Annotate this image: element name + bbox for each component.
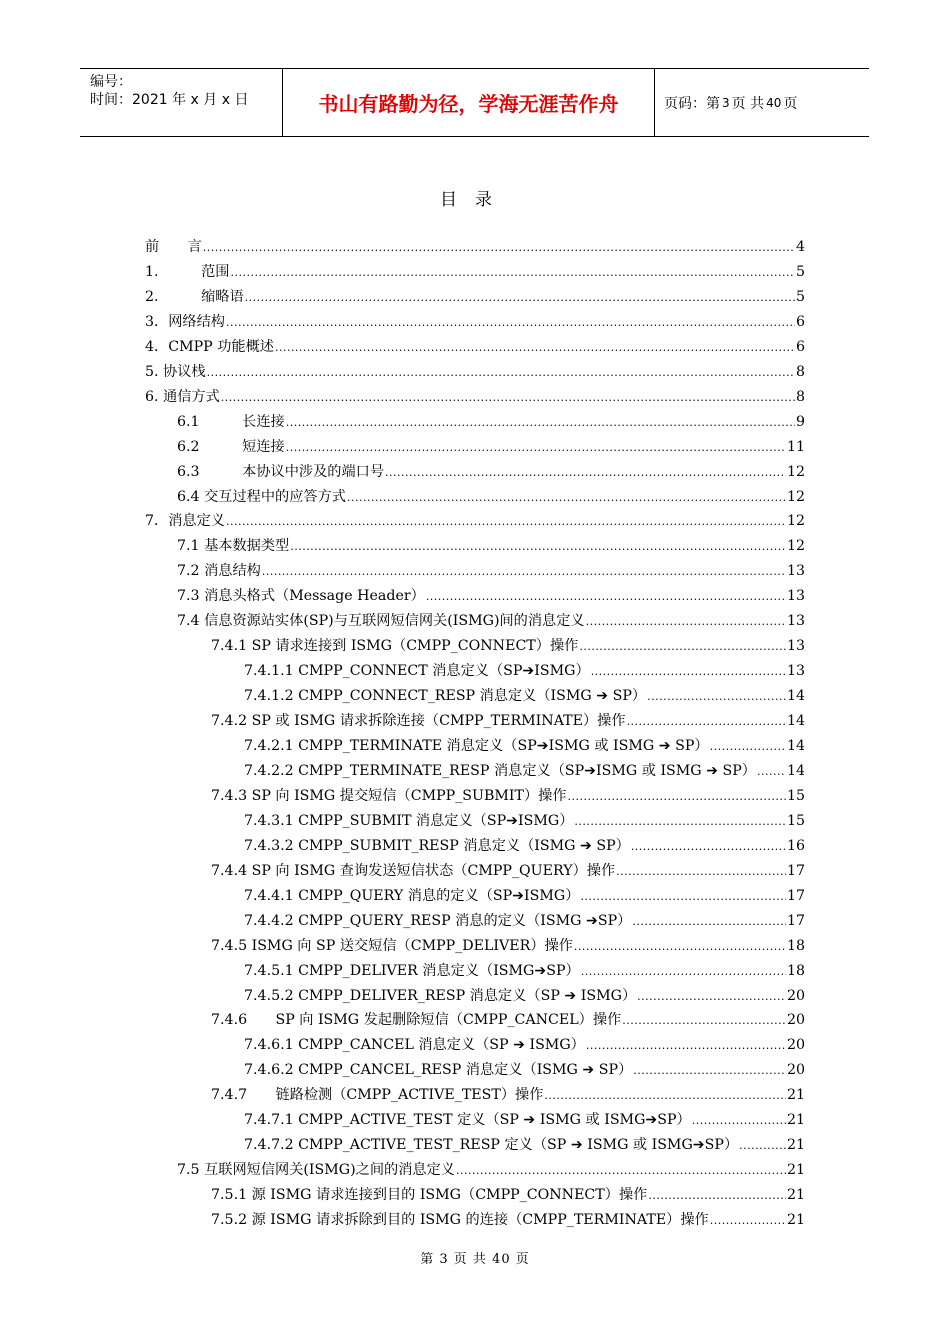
toc-entry-title: 7.5.2 源 ISMG 请求拆除到目的 ISMG 的连接（CMPP_TERMINATE）操作 [211, 1212, 709, 1229]
page-mid: 页 共 [731, 95, 765, 112]
toc-entry-page: 4 [795, 239, 805, 255]
toc-leader-dots [286, 439, 786, 457]
toc-entry[interactable] [177, 483, 805, 507]
toc-entry-page: 8 [795, 388, 805, 405]
toc-entry[interactable] [177, 458, 805, 482]
page-header [80, 68, 869, 137]
toc-leader-dots [286, 414, 795, 432]
toc-entry-title: 7.4.1 SP 请求连接到 ISMG（CMPP_CONNECT）操作 [211, 638, 579, 655]
toc-entry[interactable] [244, 757, 805, 781]
toc-entry-title: 7.4.2.1 CMPP_TERMINATE 消息定义（SP➔ISMG 或 ISMG ➔ SP） [244, 738, 709, 754]
toc-entry[interactable] [244, 907, 805, 931]
toc-entry-page: 14 [786, 762, 805, 779]
toc-entry-title: 7.4.3.1 CMPP_SUBMIT 消息定义（SP➔ISMG） [244, 812, 574, 829]
toc-entry-title: 7.4.7.2 CMPP_ACTIVE_TEST_RESP 定义（SP ➔ ISMG 或 ISMG➔SP） [244, 1137, 739, 1154]
toc-leader-dots [245, 289, 795, 307]
toc-entry[interactable] [244, 1131, 805, 1155]
toc-entry[interactable] [211, 1081, 805, 1105]
toc-entry-title: 7.5.1 源 ISMG 请求连接到目的 ISMG（CMPP_CONNECT）操作 [211, 1187, 648, 1204]
toc-entry[interactable] [145, 283, 805, 307]
toc-leader-dots [203, 239, 795, 257]
toc-entry-title: 7.5 互联网短信网关(ISMG)之间的消息定义 [177, 1162, 455, 1179]
toc-leader-dots [627, 713, 786, 731]
toc-entry-page: 5 [795, 263, 805, 280]
toc-entry-title: 7.4.4.1 CMPP_QUERY 消息的定义（SP➔ISMG） [244, 887, 580, 904]
toc-entry[interactable] [211, 782, 805, 806]
toc-leader-dots [290, 538, 786, 556]
toc-leader-dots [574, 938, 786, 956]
toc-leader-dots [586, 613, 786, 631]
toc-entry[interactable] [211, 857, 805, 881]
toc-leader-dots [385, 464, 786, 482]
toc-entry[interactable] [145, 308, 805, 332]
toc-entry[interactable] [244, 1031, 805, 1055]
toc-entry-title: 7.3 消息头格式（Message Header） [177, 588, 425, 605]
toc-entry[interactable] [244, 1106, 805, 1130]
toc-entry-title: 1. 范围 [145, 263, 230, 280]
toc-leader-dots [622, 1012, 786, 1030]
toc-entry-title: 7.4.1.1 CMPP_CONNECT 消息定义（SP➔ISMG） [244, 663, 590, 680]
toc-leader-dots [347, 489, 786, 507]
toc-leader-dots [275, 339, 795, 357]
toc-entry[interactable] [145, 233, 805, 257]
toc-entry-title: 5. 协议栈 [145, 363, 206, 380]
toc-entry-page: 16 [786, 837, 805, 854]
toc-leader-dots [221, 389, 795, 407]
toc-leader-dots [591, 663, 786, 681]
toc-entry-page: 15 [786, 812, 805, 829]
toc-entry-title: 6.1 长连接 [177, 413, 285, 430]
toc-entry-title: 前 言 [145, 239, 202, 255]
toc-entry[interactable] [211, 1006, 805, 1030]
toc-entry-title: 6. 通信方式 [145, 388, 220, 405]
page-total: 40 [766, 95, 782, 110]
toc-entry-page: 17 [786, 862, 805, 879]
toc-entry[interactable] [211, 1181, 805, 1205]
toc-entry[interactable] [244, 832, 805, 856]
header-page-info [655, 69, 869, 136]
toc-entry[interactable] [211, 1206, 805, 1230]
toc-entry[interactable] [177, 582, 805, 606]
toc-entry-title: 6.2 短连接 [177, 438, 285, 455]
toc-leader-dots [586, 1037, 786, 1055]
toc-entry-title: 3．网络结构 [145, 313, 225, 330]
toc-entry-title: 7.4.6.2 CMPP_CANCEL_RESP 消息定义（ISMG ➔ SP） [244, 1062, 633, 1079]
toc-leader-dots [632, 913, 786, 931]
toc-entry[interactable] [244, 807, 805, 831]
toc-leader-dots [633, 1062, 786, 1080]
toc-entry-title: 7．消息定义 [145, 513, 225, 530]
toc-leader-dots [710, 1212, 786, 1230]
toc-entry[interactable] [177, 532, 805, 556]
toc-leader-dots [579, 638, 786, 656]
toc-leader-dots [692, 1112, 786, 1130]
toc-entry-title: 7.4 信息资源站实体(SP)与互联网短信网关(ISMG)间的消息定义 [177, 613, 585, 630]
toc-entry-title: 6.4 交互过程中的应答方式 [177, 488, 346, 505]
toc-entry-page: 12 [786, 488, 805, 505]
toc-leader-dots [757, 763, 786, 781]
toc-entry[interactable] [244, 657, 805, 681]
toc-entry[interactable] [177, 557, 805, 581]
toc-leader-dots [631, 838, 786, 856]
toc-leader-dots [648, 1187, 786, 1205]
toc-entry-title: 7.2 消息结构 [177, 563, 261, 580]
toc-leader-dots [544, 1087, 786, 1105]
toc-entry[interactable] [211, 707, 805, 731]
toc-leader-dots [574, 813, 786, 831]
toc-leader-dots [262, 563, 786, 581]
toc-entry[interactable] [244, 732, 805, 756]
toc-entry[interactable] [244, 682, 805, 706]
toc-entry-page: 13 [786, 663, 805, 680]
toc-leader-dots [230, 264, 794, 282]
toc-entry-title: 7.4.3 SP 向 ISMG 提交短信（CMPP_SUBMIT）操作 [211, 787, 567, 804]
toc-entry-page: 8 [795, 363, 805, 380]
toc-entry-page: 20 [786, 1037, 805, 1054]
page-footer: 第 3 页 共 40 页 [420, 1252, 530, 1267]
toc-entry-title: 2. 缩略语 [145, 288, 244, 305]
toc-entry-title: 7.4.4.2 CMPP_QUERY_RESP 消息的定义（ISMG ➔SP） [244, 912, 632, 929]
toc-entry-title: 4．CMPP 功能概述 [145, 338, 274, 355]
toc-entry[interactable] [145, 358, 805, 382]
toc-entry-title: 7.4.2.2 CMPP_TERMINATE_RESP 消息定义（SP➔ISMG 或 ISMG ➔ SP） [244, 762, 756, 779]
toc-leader-dots [226, 513, 786, 531]
toc-entry-page: 13 [786, 563, 805, 580]
toc-entry-page: 18 [786, 962, 805, 979]
toc-entry-title: 7.4.5.1 CMPP_DELIVER 消息定义（ISMG➔SP） [244, 962, 580, 979]
toc-entry-title: 7.1 基本数据类型 [177, 538, 290, 555]
toc-entry-title: 7.4.1.2 CMPP_CONNECT_RESP 消息定义（ISMG ➔ SP） [244, 688, 647, 705]
toc-leader-dots [581, 963, 786, 981]
toc-entry-title: 7.4.3.2 CMPP_SUBMIT_RESP 消息定义（ISMG ➔ SP） [244, 837, 630, 854]
toc-entry-page: 21 [786, 1137, 805, 1154]
toc-entry-page: 21 [786, 1087, 805, 1104]
toc-entry-page: 21 [786, 1187, 805, 1204]
toc-leader-dots [226, 314, 795, 332]
header-meta [80, 69, 282, 136]
toc-entry-page: 13 [786, 613, 805, 630]
toc-entry-page: 21 [786, 1212, 805, 1229]
toc-entry[interactable] [145, 333, 805, 357]
toc-entry-page: 13 [786, 638, 805, 655]
toc-entry-page: 17 [786, 887, 805, 904]
toc-entry-page: 12 [786, 513, 805, 530]
header-motto: 书山有路勤为径，学海无涯苦作舟 [282, 69, 655, 136]
toc-entry-page: 14 [786, 688, 805, 705]
toc-entry-page: 18 [786, 937, 805, 954]
toc-entry-page: 14 [786, 738, 805, 754]
toc-entry[interactable] [244, 1056, 805, 1080]
toc-entry-title: 7.4.6 SP 向 ISMG 发起删除短信（CMPP_CANCEL）操作 [211, 1012, 622, 1029]
toc-entry-page: 14 [786, 713, 805, 730]
toc-leader-dots [207, 364, 795, 382]
toc-entry-title: 7.4.5.2 CMPP_DELIVER_RESP 消息定义（SP ➔ ISMG） [244, 987, 637, 1004]
toc-entry-page: 20 [786, 1062, 805, 1079]
toc-leader-dots [568, 788, 786, 806]
toc-entry-page: 17 [786, 912, 805, 929]
toc-entry[interactable] [145, 507, 805, 531]
toc-entry-title: 6.3 本协议中涉及的端口号 [177, 463, 385, 480]
toc-entry-page: 11 [786, 438, 805, 455]
toc-title: 目录 [440, 190, 510, 210]
toc-entry[interactable] [177, 1156, 805, 1180]
toc-entry-page: 21 [786, 1112, 805, 1129]
number-label: 编号： [90, 74, 132, 90]
toc-entry-page: 6 [795, 313, 805, 330]
toc-entry-page: 20 [786, 987, 805, 1004]
toc-entry-page: 13 [786, 588, 805, 605]
toc-entry[interactable] [211, 632, 805, 656]
page-current: 3 [722, 95, 730, 110]
toc-leader-dots [580, 888, 786, 906]
toc-entry-title: 7.4.2 SP 或 ISMG 请求拆除连接（CMPP_TERMINATE）操作 [211, 713, 626, 730]
toc-entry[interactable] [211, 932, 805, 956]
toc-entry[interactable] [177, 607, 805, 631]
toc-leader-dots [637, 988, 786, 1006]
toc-entry-title: 7.4.7 链路检测（CMPP_ACTIVE_TEST）操作 [211, 1087, 544, 1104]
toc-entry-page: 15 [786, 787, 805, 804]
toc-entry[interactable] [177, 433, 805, 457]
toc-leader-dots [616, 863, 786, 881]
toc-entry-page: 6 [795, 338, 805, 355]
time-text: 时间：2021 年 x 月 x 日 [90, 92, 249, 108]
toc-entry[interactable] [145, 383, 805, 407]
toc-entry-page: 12 [786, 538, 805, 555]
toc-entry-page: 5 [795, 288, 805, 305]
toc-entry-title: 7.4.4 SP 向 ISMG 查询发送短信状态（CMPP_QUERY）操作 [211, 862, 616, 879]
toc-leader-dots [739, 1137, 786, 1155]
toc-entry-title: 7.4.5 ISMG 向 SP 送交短信（CMPP_DELIVER）操作 [211, 937, 573, 954]
toc-entry-page: 9 [795, 413, 805, 430]
toc-entry[interactable] [145, 258, 805, 282]
toc-entry[interactable] [244, 882, 805, 906]
toc-entry[interactable] [244, 982, 805, 1006]
toc-entry[interactable] [244, 957, 805, 981]
toc-entry-page: 21 [786, 1162, 805, 1179]
toc-entry-page: 20 [786, 1012, 805, 1029]
toc-entry-title: 7.4.6.1 CMPP_CANCEL 消息定义（SP ➔ ISMG） [244, 1037, 585, 1054]
toc-leader-dots [647, 688, 786, 706]
toc-leader-dots [456, 1162, 786, 1180]
page-suffix: 页 [783, 95, 798, 112]
toc-entry[interactable] [177, 408, 805, 432]
toc-leader-dots [710, 738, 786, 756]
toc-leader-dots [426, 588, 786, 606]
toc-entry-title: 7.4.7.1 CMPP_ACTIVE_TEST 定义（SP ➔ ISMG 或 ISMG➔SP） [244, 1112, 691, 1129]
page-prefix: 页码：第 [664, 95, 720, 112]
toc-entry-page: 12 [786, 463, 805, 480]
